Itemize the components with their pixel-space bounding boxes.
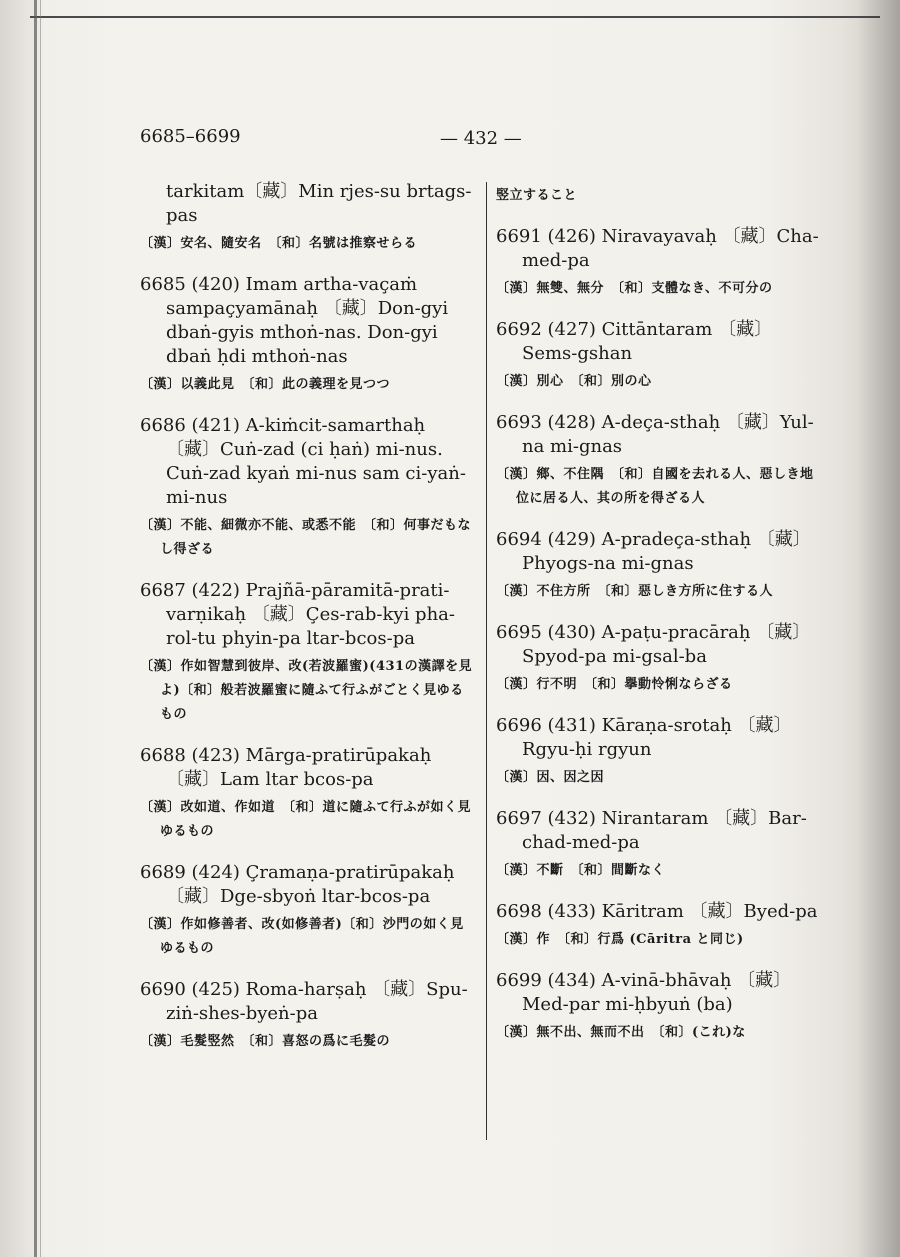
entry-translation: 〔漢〕別心 〔和〕別の心	[496, 374, 652, 389]
entry-text: 6691 (426) Niravayavaḥ 〔藏〕Cha-med-pa	[496, 226, 819, 271]
entry-text: 6685 (420) Imam artha-vaçaṁ sampaçyamānaḥ 〔藏〕Don-gyi dbaṅ-gyis mthoṅ-nas. Don-gyi dbaṅ ḥdi mthoṅ-nas	[140, 274, 449, 367]
entry-translation: 〔漢〕行不明 〔和〕擧動怜悧ならざる	[496, 677, 733, 692]
entry-text: 6698 (433) Kāritram 〔藏〕Byed-pa	[496, 901, 818, 922]
dictionary-entry	[140, 414, 475, 562]
entry-text: 6692 (427) Cittāntaram 〔藏〕Sems-gshan	[496, 319, 773, 364]
page-curl-shadow	[858, 0, 900, 1257]
entry-translation: 〔漢〕不住方所 〔和〕惡しき方所に住する人	[496, 584, 774, 599]
entry-translation: 〔漢〕無不出、無而不出 〔和〕(これ)な	[496, 1025, 746, 1040]
entry-translation: 〔漢〕以義此見 〔和〕此の義理を見つつ	[140, 377, 391, 392]
entry-text: 6688 (423) Mārga-pratirūpakaḥ 〔藏〕Lam ltar bcos-pa	[140, 745, 432, 790]
entry-translation: 〔漢〕毛髮竪然 〔和〕喜怒の爲に毛髮の	[140, 1034, 391, 1049]
entry-translation: 〔漢〕作如智慧到彼岸、改(若波羅蜜)(431の漢譯を見よ)〔和〕般若波羅蜜に隨ふて行ふがごとく見ゆるもの	[140, 659, 473, 722]
entry-text: 6695 (430) A-paṭu-pracāraḥ 〔藏〕Spyod-pa mi-gsal-ba	[496, 622, 811, 667]
dictionary-entry	[140, 978, 475, 1054]
dictionary-entry	[140, 579, 475, 727]
entry-translation: 〔漢〕不斷 〔和〕間斷なく	[496, 863, 666, 878]
entry-text: tarkitam〔藏〕Min rjes-su brtags-pas	[166, 181, 472, 226]
binding-edge-inner	[40, 0, 41, 1257]
entry-text: 6687 (422) Prajñā-pāramitā-prati-varṇikaḥ 〔藏〕Çes-rab-kyi pha-rol-tu phyin-pa ltar-bcos-pa	[140, 580, 455, 649]
dictionary-entry	[496, 969, 826, 1045]
entry-translation: 〔漢〕因、因之因	[496, 770, 605, 785]
dictionary-entry	[496, 318, 826, 394]
binding-edge	[34, 0, 37, 1257]
entry-text: 6686 (421) A-kiṁcit-samarthaḥ 〔藏〕Cuṅ-zad (ci ḥaṅ) mi-nus. Cuṅ-zad kyaṅ mi-nus sam ci-yaṅ-mi-nus	[140, 415, 466, 508]
dictionary-entry	[496, 807, 826, 883]
entry-translation: 〔漢〕作 〔和〕行爲 (Cāritra と同じ)	[496, 932, 744, 947]
dictionary-entry	[496, 714, 826, 790]
dictionary-entry	[496, 225, 826, 301]
entry-text: 6697 (432) Nirantaram 〔藏〕Bar-chad-med-pa	[496, 808, 807, 853]
dictionary-entry	[140, 180, 475, 256]
column-divider	[486, 182, 487, 1140]
entry-text: 6699 (434) A-vinā-bhāvaḥ 〔藏〕Med-par mi-ḥbyuṅ (ba)	[496, 970, 792, 1015]
entry-text: 6696 (431) Kāraṇa-srotaḥ 〔藏〕Rgyu-ḥi rgyun	[496, 715, 792, 760]
dictionary-entry	[140, 744, 475, 844]
entry-translation: 〔漢〕無雙、無分 〔和〕支體なき、不可分の	[496, 281, 773, 296]
entry-text: 6693 (428) A-deça-sthaḥ 〔藏〕Yul-na mi-gnas	[496, 412, 814, 457]
dictionary-entry	[496, 184, 826, 208]
page-range: 6685–6699	[140, 126, 241, 147]
entry-translation: 〔漢〕鄉、不住隅 〔和〕自國を去れる人、惡しき地位に居る人、其の所を得ざる人	[496, 467, 814, 506]
page-number: — 432 —	[440, 128, 522, 149]
dictionary-entry	[140, 861, 475, 961]
entry-translation: 竪立すること	[496, 188, 578, 203]
dictionary-entry	[496, 528, 826, 604]
entry-text: 6694 (429) A-pradeça-sthaḥ 〔藏〕Phyogs-na mi-gnas	[496, 529, 811, 574]
top-rule	[30, 16, 880, 18]
dictionary-entry	[140, 273, 475, 397]
entry-text: 6689 (424) Çramaṇa-pratirūpakaḥ 〔藏〕Dge-sbyoṅ ltar-bcos-pa	[140, 862, 455, 907]
entry-translation: 〔漢〕不能、細微亦不能、或悉不能 〔和〕何事だもなし得ざる	[140, 518, 472, 557]
entry-translation: 〔漢〕作如修善者、改(如修善者)〔和〕沙門の如く見ゆるもの	[140, 917, 464, 956]
left-column	[140, 180, 475, 1071]
dictionary-entry	[496, 621, 826, 697]
entry-translation: 〔漢〕改如道、作如道 〔和〕道に隨ふて行ふが如く見ゆるもの	[140, 800, 472, 839]
entry-translation: 〔漢〕安名、隨安名 〔和〕名號は推察せらる	[140, 236, 418, 251]
right-column	[496, 180, 826, 1062]
dictionary-entry	[496, 900, 826, 952]
dictionary-entry	[496, 411, 826, 511]
entry-text: 6690 (425) Roma-harṣaḥ 〔藏〕Spu-ziṅ-shes-byeṅ-pa	[140, 979, 468, 1024]
